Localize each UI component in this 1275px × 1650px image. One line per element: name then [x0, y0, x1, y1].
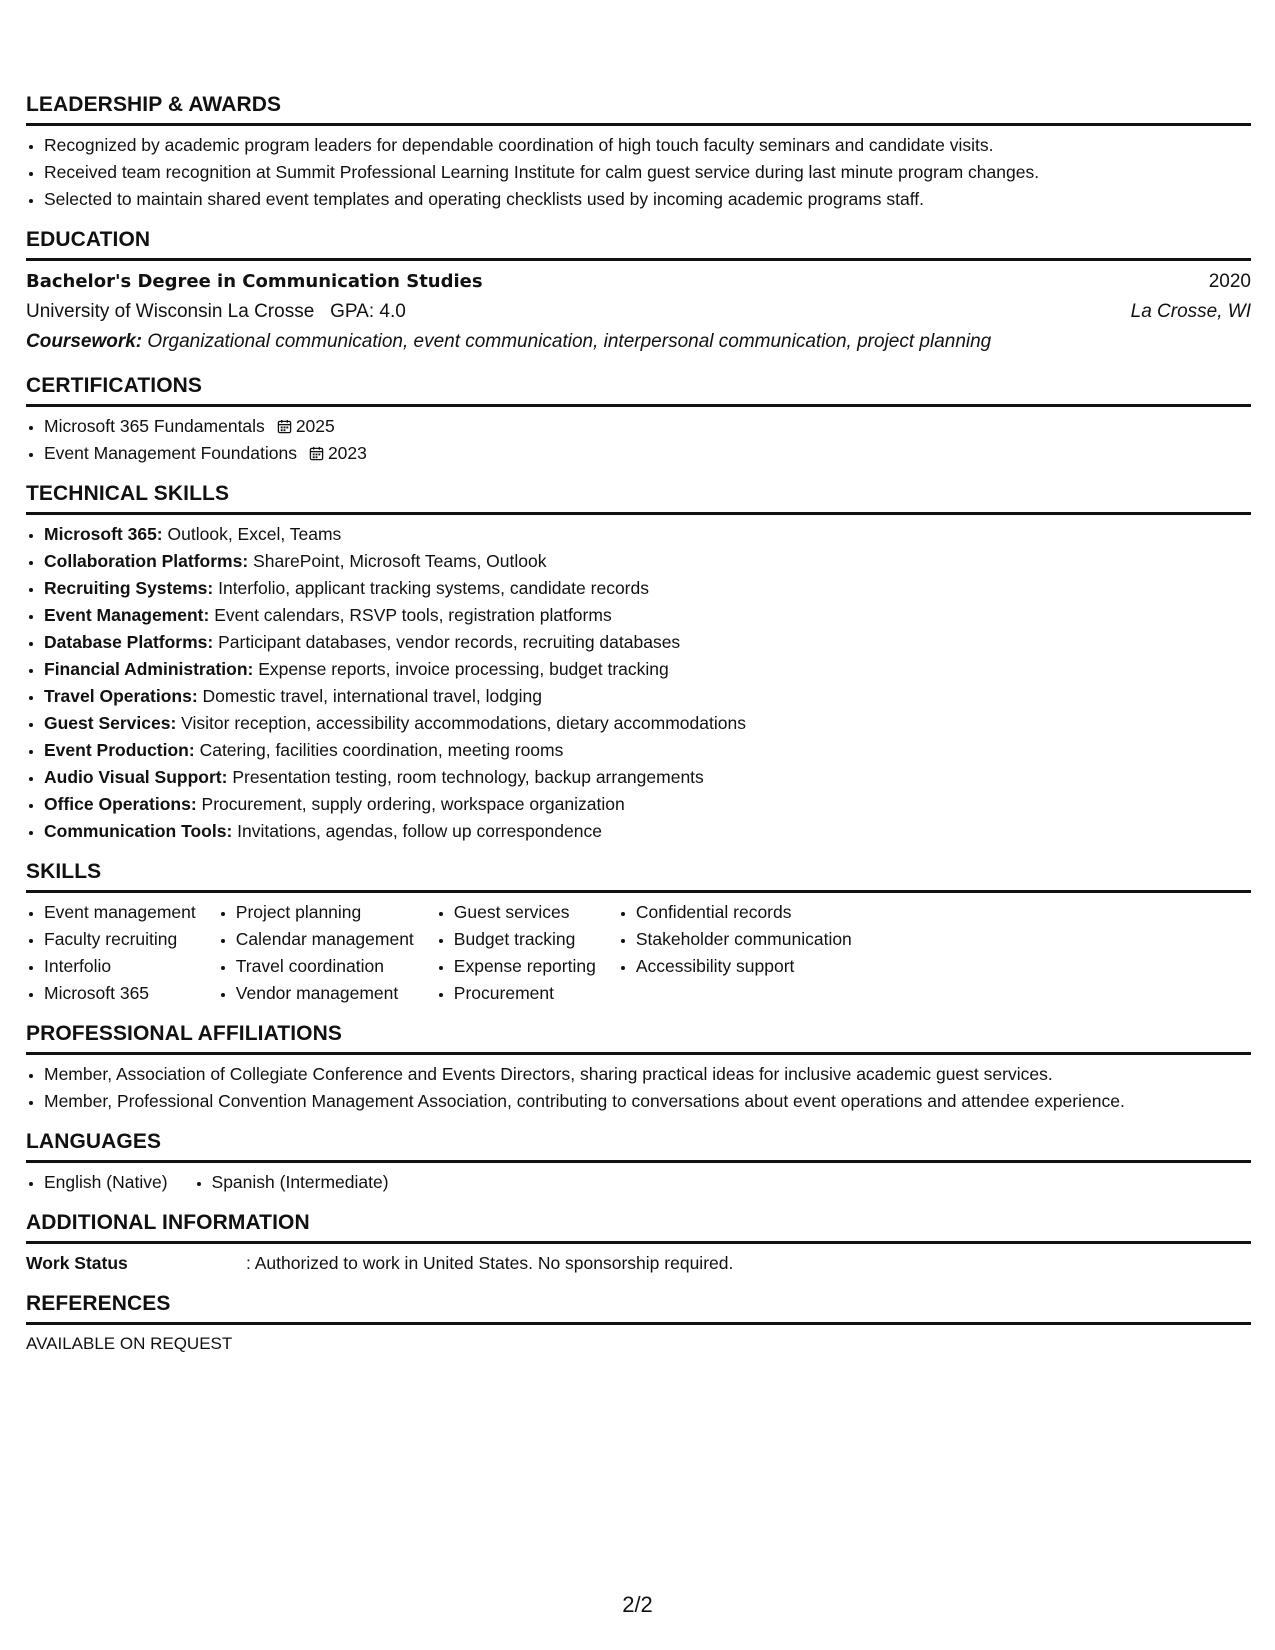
list-item: • Project planning [236, 899, 414, 926]
certifications-list [26, 413, 1251, 467]
skill-values: Event calendars, RSVP tools, registration platforms [214, 605, 612, 625]
list-item [44, 791, 1251, 818]
list-item [44, 521, 1251, 548]
list-item [44, 710, 1251, 737]
skill-values: Interfolio, applicant tracking systems, candidate records [218, 578, 649, 598]
work-status-label: Work Status [26, 1253, 128, 1273]
skill-values: Participant databases, vendor records, recruiting databases [218, 632, 681, 652]
list-item: • Budget tracking [454, 926, 596, 953]
affiliations-list [26, 1061, 1251, 1115]
skills-column [618, 899, 852, 1007]
list-item [44, 440, 1251, 467]
section-title: LANGUAGES [26, 1129, 1251, 1163]
technical-skills-section [26, 481, 1251, 845]
list-item [44, 575, 1251, 602]
skill-category: Guest Services: [44, 713, 177, 733]
list-item [44, 764, 1251, 791]
list-item: • Vendor management [236, 980, 414, 1007]
list-item: • English (Native) [44, 1169, 168, 1196]
references-section [26, 1291, 1251, 1357]
list-item: • Expense reporting [454, 953, 596, 980]
section-title: CERTIFICATIONS [26, 373, 1251, 407]
work-status-value: : Authorized to work in United States. No sponsorship required. [246, 1253, 734, 1273]
skill-values: Invitations, agendas, follow up correspondence [237, 821, 602, 841]
coursework-text: Organizational communication, event communication, interpersonal communication, project planning [147, 331, 992, 352]
list-item [44, 548, 1251, 575]
list-item [44, 629, 1251, 656]
skill-values: SharePoint, Microsoft Teams, Outlook [253, 551, 547, 571]
languages-list [194, 1169, 389, 1196]
skills-column [26, 899, 196, 1007]
list-item [44, 656, 1251, 683]
calendar-icon [309, 446, 324, 461]
certifications-section [26, 373, 1251, 467]
skill-values: Expense reports, invoice processing, budget tracking [258, 659, 669, 679]
skill-values: Domestic travel, international travel, lodging [202, 686, 543, 706]
coursework-label: Coursework: [26, 331, 143, 352]
skill-values: Visitor reception, accessibility accommodations, dietary accommodations [181, 713, 746, 733]
list-item: • Selected to maintain shared event templates and operating checklists used by incoming academic programs staff. [44, 186, 1251, 213]
list-item: • Received team recognition at Summit Professional Learning Institute for calm guest service during last minute program changes. [44, 159, 1251, 186]
skill-values: Procurement, supply ordering, workspace organization [201, 794, 625, 814]
list-item: • Travel coordination [236, 953, 414, 980]
section-title: LEADERSHIP & AWARDS [26, 92, 1251, 126]
section-title: REFERENCES [26, 1291, 1251, 1325]
list-item: • Member, Professional Convention Management Association, contributing to conversations about event operations and attendee experience. [44, 1088, 1251, 1115]
languages-section [26, 1129, 1251, 1196]
languages-list [26, 1169, 168, 1196]
skill-values: Presentation testing, room technology, backup arrangements [232, 767, 704, 787]
list-item [44, 683, 1251, 710]
skill-category: Microsoft 365: [44, 524, 163, 544]
skills-grid [26, 899, 1251, 1007]
list-item: • Interfolio [44, 953, 196, 980]
skill-category: Database Platforms: [44, 632, 214, 652]
skill-category: Office Operations: [44, 794, 197, 814]
list-item: • Confidential records [636, 899, 852, 926]
degree-name: Bachelor's Degree in Communication Studies [26, 271, 483, 292]
resume-page [26, 92, 1251, 1371]
section-title: EDUCATION [26, 227, 1251, 261]
coursework-row [26, 327, 1251, 357]
calendar-icon [277, 419, 292, 434]
skills-column [218, 899, 414, 1007]
section-title: SKILLS [26, 859, 1251, 893]
list-item: • Stakeholder communication [636, 926, 852, 953]
gpa: GPA: 4.0 [330, 301, 406, 322]
graduation-year: 2020 [1208, 271, 1251, 292]
list-item [44, 818, 1251, 845]
list-item: • Faculty recruiting [44, 926, 196, 953]
list-item: • Microsoft 365 [44, 980, 196, 1007]
cert-year: 2023 [327, 443, 367, 463]
education-section [26, 227, 1251, 357]
list-item: • Member, Association of Collegiate Conference and Events Directors, sharing practical ideas for inclusive academic guest services. [44, 1061, 1251, 1088]
work-status-row [26, 1250, 1251, 1277]
additional-section [26, 1210, 1251, 1277]
skill-category: Audio Visual Support: [44, 767, 228, 787]
skill-category: Event Production: [44, 740, 195, 760]
section-title: TECHNICAL SKILLS [26, 481, 1251, 515]
list-item [44, 413, 1251, 440]
section-title: PROFESSIONAL AFFILIATIONS [26, 1021, 1251, 1055]
cert-name: Event Management Foundations [44, 443, 297, 463]
list-item [44, 602, 1251, 629]
list-item: • Spanish (Intermediate) [212, 1169, 389, 1196]
section-title: ADDITIONAL INFORMATION [26, 1210, 1251, 1244]
list-item: • Recognized by academic program leaders for dependable coordination of high touch faculty seminars and candidate visits. [44, 132, 1251, 159]
skill-category: Travel Operations: [44, 686, 198, 706]
skill-values: Outlook, Excel, Teams [167, 524, 342, 544]
skill-category: Collaboration Platforms: [44, 551, 249, 571]
degree-row [26, 267, 1251, 297]
technical-skills-list [26, 521, 1251, 845]
cert-name: Microsoft 365 Fundamentals [44, 416, 265, 436]
affiliations-section [26, 1021, 1251, 1115]
skill-category: Communication Tools: [44, 821, 233, 841]
leadership-section [26, 92, 1251, 213]
skills-section [26, 859, 1251, 1007]
list-item: • Procurement [454, 980, 596, 1007]
list-item: • Accessibility support [636, 953, 852, 980]
skill-values: Catering, facilities coordination, meeting rooms [199, 740, 564, 760]
languages-row [26, 1169, 1251, 1196]
skill-category: Financial Administration: [44, 659, 254, 679]
list-item [44, 737, 1251, 764]
school-location: La Crosse, WI [1130, 301, 1251, 322]
leadership-list [26, 132, 1251, 213]
page-number: 2/2 [622, 1592, 653, 1617]
skills-column [436, 899, 596, 1007]
list-item: • Guest services [454, 899, 596, 926]
skill-category: Recruiting Systems: [44, 578, 214, 598]
list-item: • Event management [44, 899, 196, 926]
references-text: AVAILABLE ON REQUEST [26, 1334, 233, 1353]
school-name: University of Wisconsin La Crosse [26, 301, 315, 322]
list-item: • Calendar management [236, 926, 414, 953]
cert-year: 2025 [295, 416, 335, 436]
skill-category: Event Management: [44, 605, 210, 625]
school-row [26, 297, 1251, 327]
